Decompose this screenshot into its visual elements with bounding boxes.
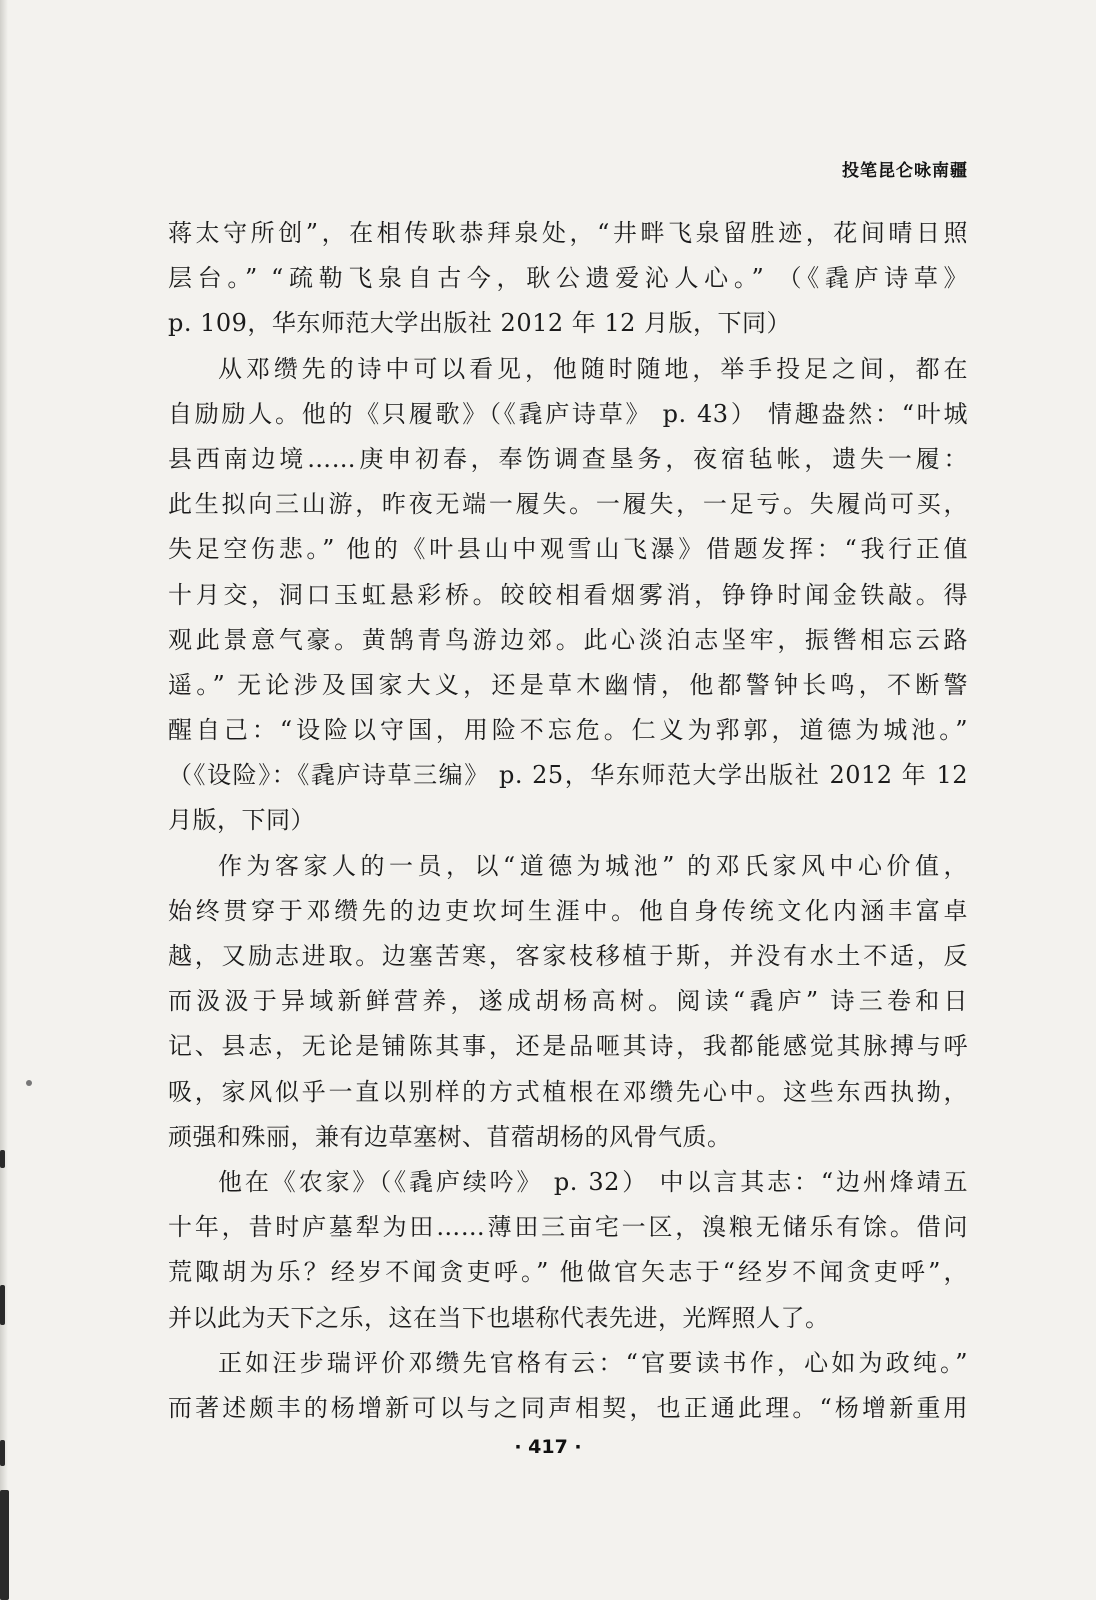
text-line: 醒自己：“设险以守国，用险不忘危。仁义为郛郭，道德为城池。” bbox=[168, 716, 968, 745]
text-line: （《设险》：《毳庐诗草三编》 p. 25，华东师范大学出版社 2012 年 12 bbox=[168, 761, 968, 790]
page-number: · 417 · bbox=[514, 1436, 582, 1458]
text-line: 失足空伤悲。” 他的《叶县山中观雪山飞瀑》借题发挥：“我行正值 bbox=[168, 535, 968, 564]
text-line: 县西南边境……庚申初春，奉饬调查垦务，夜宿毡帐，遗失一履： bbox=[168, 444, 968, 473]
text-line: p. 109，华东师范大学出版社 2012 年 12 月版，下同） bbox=[168, 309, 792, 338]
binding-edge-mark bbox=[0, 1490, 9, 1600]
text-line: 越，又励志进取。边塞苦寒，客家枝移植于斯，并没有水土不适，反 bbox=[168, 942, 968, 970]
binding-edge-mark bbox=[0, 1150, 5, 1168]
text-line: 从邓缵先的诗中可以看见，他随时随地，举手投足之间，都在 bbox=[218, 354, 968, 383]
body-text bbox=[168, 211, 968, 1431]
text-line: 层台。” “疏勒飞泉自古今，耿公遗爱沁人心。” （《毳庐诗草》 bbox=[168, 264, 968, 293]
text-line: 他在《农家》（《毳庐续吟》 p. 32） 中以言其志：“边州烽靖五 bbox=[218, 1167, 968, 1196]
text-line: 自励励人。他的《只履歌》（《毳庐诗草》 p. 43） 情趣盎然：“叶城 bbox=[168, 399, 968, 428]
text-line: 而著述颇丰的杨增新可以与之同声相契，也正通此理。“杨增新重用 bbox=[168, 1393, 968, 1422]
text-line: 月版，下同） bbox=[168, 806, 315, 835]
text-line: 并以此为天下之乐，这在当下也堪称代表先进，光辉照人了。 bbox=[168, 1303, 830, 1332]
text-line: 作为客家人的一员，以“道德为城池” 的邓氏家风中心价值， bbox=[218, 851, 968, 880]
binding-edge-shadow bbox=[0, 0, 8, 1600]
text-line: 蒋太守所创”，在相传耿恭拜泉处，“井畔飞泉留胜迹，花间晴日照 bbox=[168, 219, 968, 247]
text-line: 十年，昔时庐墓犁为田……薄田三亩宅一区，溴粮无储乐有馀。借问 bbox=[168, 1213, 968, 1242]
text-line: 观此景意气豪。黄鹄青鸟游边郊。此心淡泊志坚牢，振辔相忘云路 bbox=[168, 625, 968, 654]
running-head: 投笔昆仑咏南疆 bbox=[842, 161, 968, 181]
text-line: 吸，家风似乎一直以别样的方式植根在邓缵先心中。这些东西执拗， bbox=[168, 1077, 968, 1106]
scan-speck bbox=[26, 1080, 32, 1086]
text-line: 遥。” 无论涉及国家大义，还是草木幽情，他都警钟长鸣，不断警 bbox=[168, 670, 968, 699]
text-line: 正如汪步瑞评价邓缵先官格有云：“官要读书作，心如为政纯。” bbox=[218, 1348, 968, 1377]
text-line: 始终贯穿于邓缵先的边吏坎坷生涯中。他自身传统文化内涵丰富卓 bbox=[168, 896, 968, 925]
text-line: 荒陬胡为乐？经岁不闻贪吏呼。” 他做官矢志于“经岁不闻贪吏呼”， bbox=[168, 1258, 968, 1287]
text-line: 此生拟向三山游，昨夜无端一履失。一履失，一足亏。失履尚可买， bbox=[168, 490, 968, 519]
text-line: 十月交，洞口玉虹悬彩桥。皎皎相看烟雾消，铮铮时闻金铁敲。得 bbox=[168, 580, 968, 609]
text-line: 顽强和殊丽，兼有边草塞树、苜蓿胡杨的风骨气质。 bbox=[168, 1122, 732, 1151]
text-line: 记、县志，无论是铺陈其事，还是品咂其诗，我都能感觉其脉搏与呼 bbox=[168, 1032, 968, 1061]
binding-edge-mark bbox=[0, 1285, 5, 1325]
text-line: 而汲汲于异域新鲜营养，遂成胡杨高树。阅读“毳庐” 诗三卷和日 bbox=[168, 987, 968, 1016]
